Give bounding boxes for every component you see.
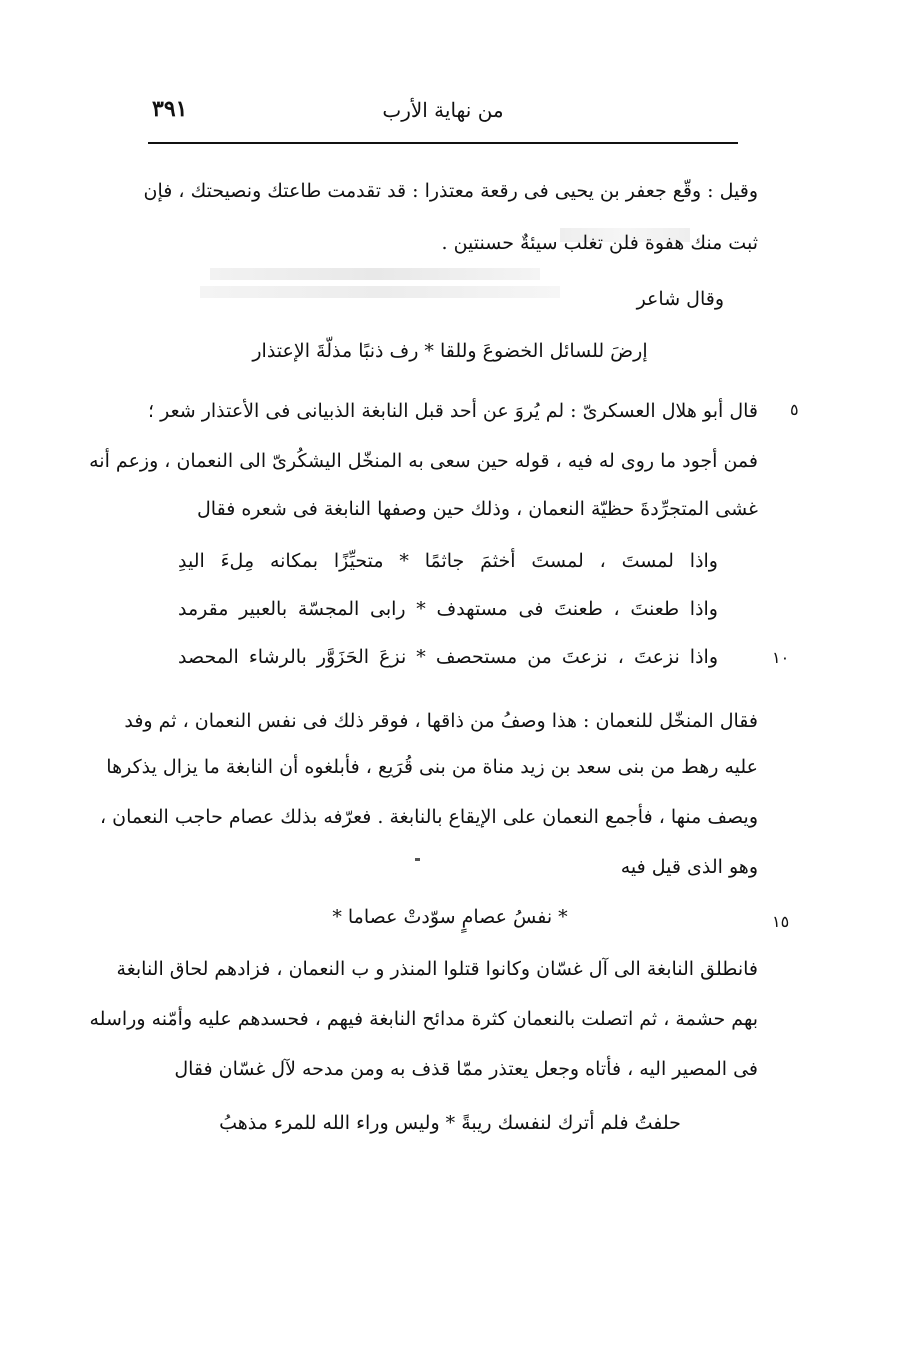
text-line: قال أبو هلال العسكرىّ : لم يُروَ عن أحد قبل النابغة الذبيانى فى الأعتذار شعر ؛ (148, 400, 758, 422)
text-line: ثبت منك هفوة فلن تغلب سيئةٌ حسنتين . (441, 232, 758, 254)
text-line: فانطلق النابغة الى آل غسّان وكانوا قتلوا المنذر و ب النعمان ، فزادهم لحاق النابغة (116, 958, 758, 980)
poem-line: واذا لمستَ ، لمستَ أخثمَ جاثمًا * متحيِّزًا بمكانه مِلءَ اليدِ (178, 550, 718, 572)
text-line: وقال شاعر (636, 288, 724, 310)
bleed-through-mark (210, 268, 540, 280)
text-line: وقيل : وقّع جعفر بن يحيى فى رقعة معتذرا : قد تقدمت طاعتك ونصيحتك ، فإن (143, 180, 758, 202)
text-line: غشى المتجرِّدةَ حظيّة النعمان ، وذلك حين وصفها النابغة فى شعره فقال (197, 498, 758, 520)
line-number-marker: ٥ (790, 400, 799, 419)
text-line: وهو الذى قيل فيه (620, 856, 758, 878)
text-line: فقال المنخّل للنعمان : هذا وصفُ من ذاقها ، فوقر ذلك فى نفس النعمان ، ثم وفد (124, 710, 758, 732)
line-number-marker: ١٠ (772, 648, 790, 667)
poem-line: واذا طعنتَ ، طعنتَ فى مستهدف * رابى المجسّة بالعبير مقرمد (178, 598, 718, 620)
running-title: من نهاية الأرب (382, 98, 504, 122)
page-header (148, 96, 738, 136)
line-number-marker: ١٥ (772, 912, 790, 931)
text-line: فمن أجود ما روى له فيه ، قوله حين سعى به المنخّل اليشكُرىّ الى النعمان ، وزعم أنه (89, 450, 758, 472)
verse-line: حلفتُ فلم أترك لنفسك ريبةً * وليس وراء الله للمرء مذهبُ (219, 1112, 681, 1134)
poem-line: واذا نزعتَ ، نزعتَ من مستحصف * نزعَ الحَزَوَّر بالرشاء المحصد (178, 646, 718, 668)
verse-line: * نفسُ عصامٍ سوّدتْ عصاما * (332, 906, 568, 928)
text-line: فى المصير اليه ، فأتاه وجعل يعتذر ممّا قذف به ومن مدحه لآل غسّان فقال (174, 1058, 758, 1080)
text-line: بهم حشمة ، ثم اتصلت بالنعمان كثرة مدائح النابغة فيهم ، فحسدهم عليه وأمّنه وراسله (89, 1008, 758, 1030)
text-line: عليه رهط من بنى سعد بن زيد مناة من بنى قُرَيع ، فأبلغوه أن النابغة ما يزال يذكرها (106, 756, 758, 778)
text-line: ويصف منها ، فأجمع النعمان على الإيقاع بالنابغة . فعرّفه بذلك عصام حاجب النعمان ، (99, 806, 758, 828)
ink-speck (415, 858, 420, 861)
header-rule (148, 142, 738, 144)
verse-line: إرضَ للسائل الخضوعَ وللقا * رف ذنبًا مذلّةَ الإعتذار (252, 340, 648, 362)
page-number: ٣٩١ (152, 96, 188, 122)
